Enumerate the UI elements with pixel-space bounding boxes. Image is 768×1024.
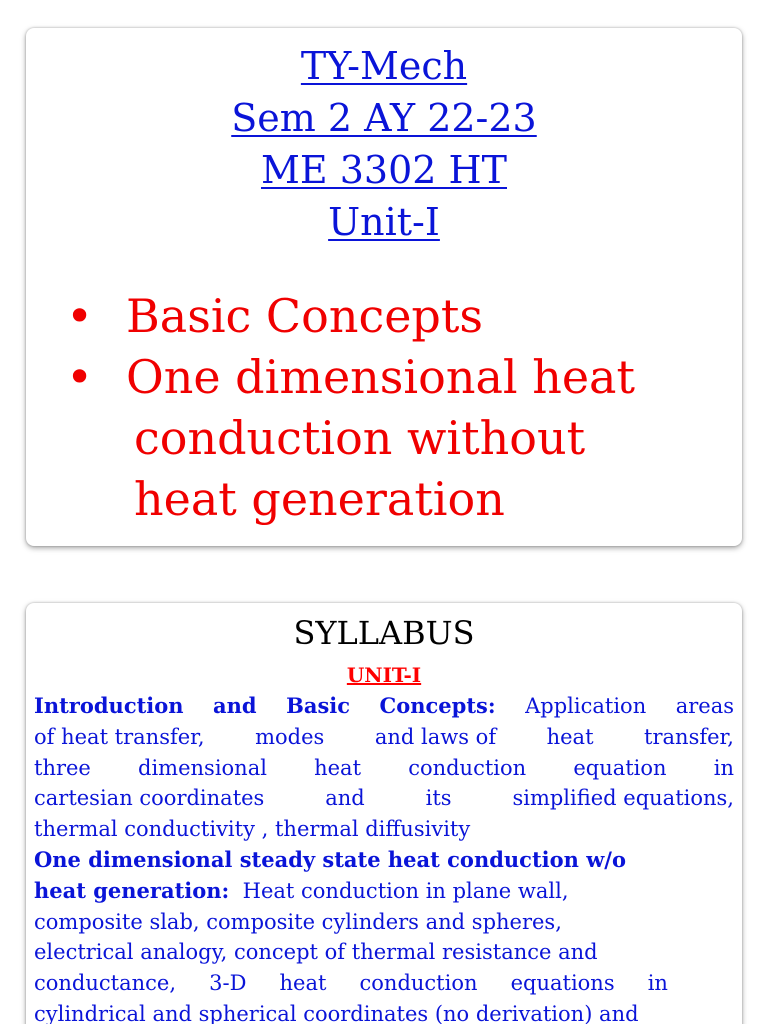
course-title-block [26, 40, 742, 248]
section-heading-word: Basic [286, 693, 351, 718]
syllabus-word: simplified equations, [512, 786, 734, 811]
bullet-item [66, 286, 726, 347]
section-heading-word: Concepts: [379, 693, 496, 718]
bullet-item [66, 347, 726, 530]
syllabus-word: equations [510, 971, 615, 996]
syllabus-word: in [647, 971, 668, 996]
course-title-line: TY-Mech [300, 44, 468, 88]
syllabus-word: 3-D [209, 971, 247, 996]
syllabus-body [34, 691, 734, 1024]
syllabus-word: and laws of [374, 724, 497, 749]
syllabus-word: dimensional [138, 755, 267, 780]
syllabus-word: heat [314, 755, 362, 780]
syllabus-word: cartesian coordinates [34, 786, 265, 811]
syllabus-word: of heat transfer, [34, 724, 205, 749]
syllabus-text: Heat conduction in plane wall, [242, 878, 569, 903]
section-heading-word: Introduction [34, 693, 184, 718]
syllabus-word: transfer, [644, 724, 734, 749]
section-heading: One dimensional steady state heat conduction w/o [34, 846, 626, 872]
syllabus-line: composite slab, composite cylinders and spheres, [34, 909, 562, 934]
bullet-text: conduction without [134, 411, 586, 465]
syllabus-word: heat [279, 971, 327, 996]
bullet-dot-icon: • [66, 350, 94, 404]
syllabus-line: cylindrical and spherical coordinates (no derivation) and [34, 1001, 639, 1024]
syllabus-word: conduction [408, 755, 527, 780]
section-heading-word: and [213, 693, 257, 718]
title-slide [26, 28, 742, 546]
syllabus-slide [26, 603, 742, 1024]
syllabus-line [34, 876, 734, 907]
syllabus-heading: SYLLABUS [293, 614, 475, 652]
syllabus-word: and [325, 786, 365, 811]
topic-bullet-list [66, 286, 726, 530]
syllabus-line [34, 722, 734, 753]
unit-line: Unit-I [328, 200, 440, 244]
syllabus-line [34, 753, 734, 784]
syllabus-word: Application [525, 694, 647, 718]
syllabus-line [34, 968, 668, 999]
section-heading: heat generation: [34, 877, 230, 903]
syllabus-word: modes [255, 724, 325, 749]
syllabus-line: electrical analogy, concept of thermal resistance and [34, 940, 598, 965]
syllabus-word: conductance, [34, 971, 177, 996]
semester-line: Sem 2 AY 22-23 [231, 96, 537, 140]
course-code-line: ME 3302 HT [261, 148, 507, 192]
bullet-text: Basic Concepts [126, 289, 483, 343]
bullet-text: heat generation [134, 472, 505, 526]
unit-heading: UNIT-I [346, 663, 422, 687]
bullet-dot-icon: • [66, 289, 94, 343]
syllabus-word: its [425, 786, 452, 811]
syllabus-line [34, 691, 734, 722]
bullet-text: One dimensional heat [126, 350, 635, 404]
syllabus-word: in [713, 755, 734, 780]
syllabus-line: thermal conductivity , thermal diffusivity [34, 817, 471, 842]
syllabus-word: equation [573, 755, 667, 780]
syllabus-word: conduction [359, 971, 478, 996]
syllabus-word: heat [546, 724, 594, 749]
syllabus-word: three [34, 755, 91, 780]
syllabus-line [34, 783, 734, 814]
syllabus-word: areas [675, 694, 734, 718]
